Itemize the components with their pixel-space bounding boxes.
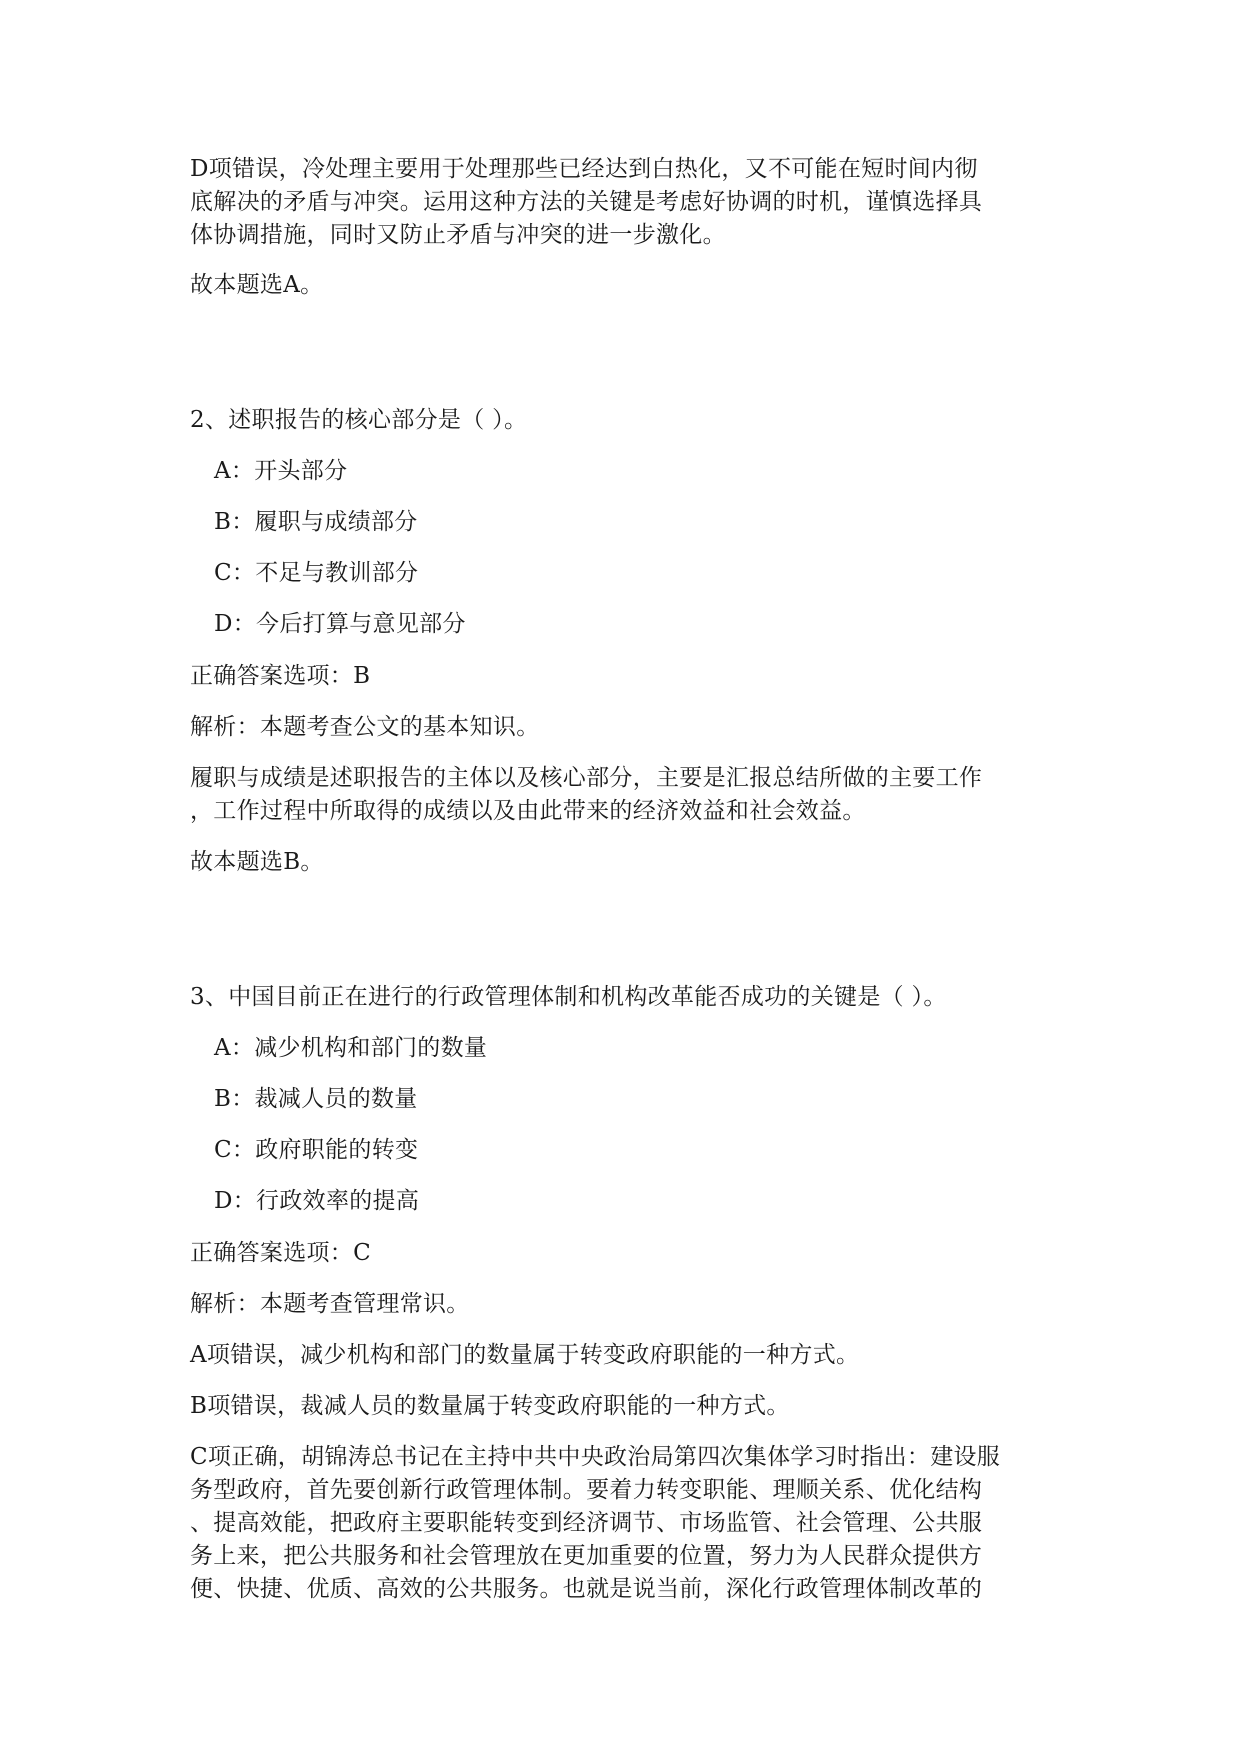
q1-analysis-d-line-1: D项错误，冷处理主要用于处理那些已经达到白热化，又不可能在短时间内彻 bbox=[190, 156, 978, 182]
q3-analysis-intro: 解析：本题考查管理常识。 bbox=[190, 1291, 470, 1317]
q3-analysis-a: A项错误，减少机构和部门的数量属于转变政府职能的一种方式。 bbox=[190, 1342, 860, 1368]
q2-option-a: A：开头部分 bbox=[214, 458, 348, 484]
q2-analysis-line-2: ，工作过程中所取得的成绩以及由此带来的经济效益和社会效益。 bbox=[190, 798, 866, 824]
q3-answer: 正确答案选项：C bbox=[190, 1240, 371, 1266]
q3-analysis-b: B项错误，裁减人员的数量属于转变政府职能的一种方式。 bbox=[190, 1393, 790, 1419]
q2-answer: 正确答案选项：B bbox=[190, 663, 371, 689]
q2-option-b: B：履职与成绩部分 bbox=[214, 509, 418, 535]
q1-conclusion: 故本题选A。 bbox=[190, 272, 324, 298]
q3-analysis-c-line-3: 、提高效能，把政府主要职能转变到经济调节、市场监管、社会管理、公共服 bbox=[190, 1510, 983, 1536]
q1-analysis-d-line-2: 底解决的矛盾与冲突。运用这种方法的关键是考虑好协调的时机，谨慎选择具 bbox=[190, 189, 983, 215]
q3-option-a: A：减少机构和部门的数量 bbox=[214, 1035, 488, 1061]
q3-analysis-c-line-1: C项正确，胡锦涛总书记在主持中共中央政治局第四次集体学习时指出：建设服 bbox=[190, 1444, 1001, 1470]
q2-analysis-line-1: 履职与成绩是述职报告的主体以及核心部分，主要是汇报总结所做的主要工作 bbox=[190, 765, 983, 791]
q1-analysis-d-line-3: 体协调措施，同时又防止矛盾与冲突的进一步激化。 bbox=[190, 222, 726, 248]
q3-option-b: B：裁减人员的数量 bbox=[214, 1086, 418, 1112]
q3-analysis-c-line-4: 务上来，把公共服务和社会管理放在更加重要的位置，努力为人民群众提供方 bbox=[190, 1543, 983, 1569]
q2-option-c: C：不足与教训部分 bbox=[214, 560, 419, 586]
q2-conclusion: 故本题选B。 bbox=[190, 849, 324, 875]
q3-option-d: D：行政效率的提高 bbox=[214, 1188, 420, 1214]
q2-analysis-intro: 解析：本题考查公文的基本知识。 bbox=[190, 714, 540, 740]
q3-option-c: C：政府职能的转变 bbox=[214, 1137, 419, 1163]
q2-question: 2、述职报告的核心部分是（ ）。 bbox=[190, 407, 528, 433]
q3-question: 3、中国目前正在进行的行政管理体制和机构改革能否成功的关键是（ ）。 bbox=[190, 984, 947, 1010]
q3-analysis-c-line-5: 便、快捷、优质、高效的公共服务。也就是说当前，深化行政管理体制改革的 bbox=[190, 1576, 983, 1602]
q2-option-d: D：今后打算与意见部分 bbox=[214, 611, 466, 637]
q3-analysis-c-line-2: 务型政府，首先要创新行政管理体制。要着力转变职能、理顺关系、优化结构 bbox=[190, 1477, 983, 1503]
